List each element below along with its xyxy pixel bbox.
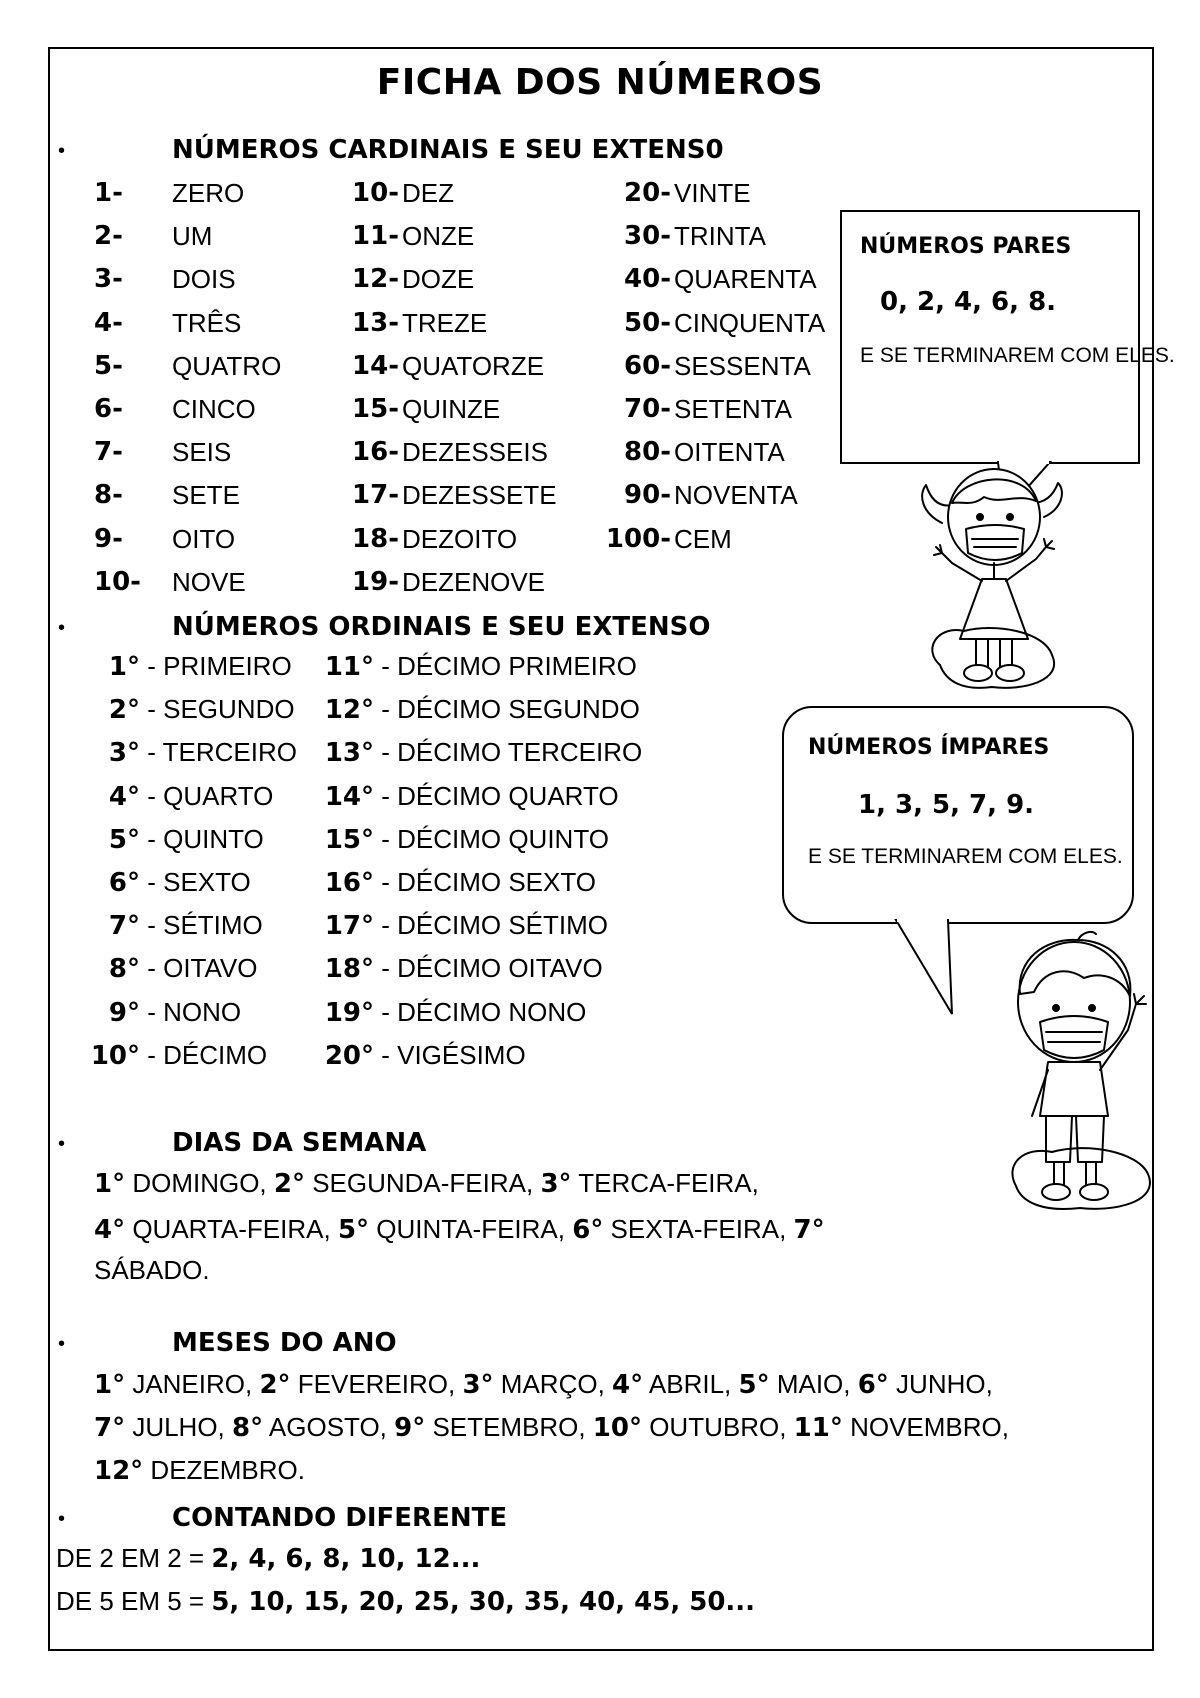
ordinal-col2-number: 12° <box>324 695 374 726</box>
section-heading-contando: CONTANDO DIFERENTE <box>172 1503 508 1533</box>
cardinal-col3-number: 50- <box>624 307 671 338</box>
cardinal-col3-word: OITENTA <box>674 437 785 468</box>
section-heading-cardinais: NÚMEROS CARDINAIS E SEU EXTENS0 <box>172 135 724 165</box>
ordinal-col1-word: - SÉTIMO <box>140 910 263 941</box>
cardinal-col3-number: 100- <box>605 523 671 554</box>
ordinal-col2-word: - DÉCIMO OITAVO <box>374 953 603 984</box>
cardinal-col2-word: QUINZE <box>402 394 501 424</box>
ordinal-col1-word: - SEGUNDO <box>140 694 295 725</box>
cardinal-col1-word: QUATRO <box>172 350 282 381</box>
bullet: • <box>58 1508 66 1530</box>
ordinal-col1-number: 2° <box>108 695 140 726</box>
cardinal-col2-number: 12- <box>352 264 399 295</box>
ordinal-col1-row <box>80 866 251 898</box>
cardinal-col2-number: 17- <box>352 480 399 511</box>
cardinal-col1-number: 4- <box>94 307 123 338</box>
ordinal-col2-word: - DÉCIMO SÉTIMO <box>374 910 608 941</box>
ordinal-col1-word: - QUARTO <box>140 780 274 811</box>
contando-line-1: DE 2 EM 2 = 2, 4, 6, 8, 10, 12... <box>56 1543 481 1574</box>
ordinal-col1-row <box>80 823 264 855</box>
ordinal-col1-word: - PRIMEIRO <box>140 651 292 681</box>
ordinal-col2-number: 18° <box>324 954 374 985</box>
section-heading-dias: DIAS DA SEMANA <box>172 1128 427 1158</box>
cardinal-col2-word: DOZE <box>402 264 475 295</box>
cardinal-col2-word: DEZOITO <box>402 523 518 554</box>
dias-line-3: SÁBADO. <box>94 1255 210 1285</box>
ordinal-col2-row <box>314 693 640 725</box>
cardinal-col3-number: 80- <box>624 437 671 468</box>
ordinal-col2-number: 16° <box>324 868 374 898</box>
cardinal-col1-number: 7- <box>94 437 123 468</box>
ordinal-col2-word: - DÉCIMO NONO <box>374 996 587 1027</box>
ordinal-col1-row <box>80 996 241 1028</box>
bullet: • <box>58 1333 66 1355</box>
cardinal-col3-word: QUARENTA <box>674 264 817 295</box>
cardinal-col2-number: 15- <box>352 394 399 424</box>
pares-note: E SE TERMINAREM COM ELES. <box>860 344 1175 367</box>
ordinal-col2-row <box>314 823 609 855</box>
ordinal-col2-row <box>314 909 608 941</box>
dias-line-2: 4° QUARTA-FEIRA, 5° QUINTA-FEIRA, 6° SEXTA-FEIRA, 7° <box>94 1214 825 1245</box>
cardinal-col2-word: DEZ <box>402 178 454 208</box>
ordinal-col1-number: 9° <box>108 997 140 1028</box>
meses-line-2: 7° JULHO, 8° AGOSTO, 9° SETEMBRO, 10° OUTUBRO, 11° NOVEMBRO, <box>94 1412 1009 1443</box>
ordinal-col2-row <box>314 866 596 898</box>
cardinal-col2-word: TREZE <box>402 307 488 338</box>
ordinal-col2-number: 13° <box>324 738 374 769</box>
cardinal-col2-word: QUATORZE <box>402 350 545 381</box>
cardinal-col3-word: CEM <box>674 523 732 554</box>
cardinal-col2-number: 13- <box>352 307 399 338</box>
cardinal-col2-number: 11- <box>352 221 399 252</box>
ordinal-col2-row <box>314 952 603 984</box>
ordinal-col1-number: 6° <box>108 868 140 898</box>
ordinal-col1-word: - SEXTO <box>140 867 251 897</box>
dias-line-1: 1° DOMINGO, 2° SEGUNDA-FEIRA, 3° TERCA-FEIRA, <box>94 1168 759 1199</box>
impares-note: E SE TERMINAREM COM ELES. <box>808 845 1123 868</box>
ordinal-col1-row <box>80 693 295 725</box>
ordinal-col1-row <box>80 780 273 812</box>
bullet: • <box>58 617 66 639</box>
meses-line-1: 1° JANEIRO, 2° FEVEREIRO, 3° MARÇO, 4° ABRIL, 5° MAIO, 6° JUNHO, <box>94 1369 993 1400</box>
pares-numbers: 0, 2, 4, 6, 8. <box>880 287 1057 317</box>
cardinal-col3-word: TRINTA <box>674 221 766 252</box>
cardinal-col1-number: 10- <box>94 566 141 597</box>
ordinal-col2-word: - DÉCIMO QUINTO <box>374 823 609 854</box>
ordinal-col1-number: 4° <box>108 781 140 812</box>
ordinal-col1-word: - QUINTO <box>140 823 264 854</box>
cardinal-col3-word: NOVENTA <box>674 480 798 511</box>
cardinal-col3-word: SETENTA <box>674 394 792 424</box>
ordinal-col2-word: - DÉCIMO PRIMEIRO <box>374 651 637 681</box>
cardinal-col1-word: UM <box>172 221 213 252</box>
cardinal-col3-number: 60- <box>624 350 671 381</box>
ordinal-col2-number: 14° <box>324 781 374 812</box>
cardinal-col1-word: DOIS <box>172 264 236 295</box>
cardinal-col1-word: OITO <box>172 523 236 554</box>
cardinal-col2-number: 16- <box>352 437 399 468</box>
cardinal-col3-word: VINTE <box>674 178 751 208</box>
ordinal-col2-row <box>314 996 586 1028</box>
girl-illustration <box>912 455 1072 703</box>
ordinal-col1-number: 1° <box>108 652 140 682</box>
boy-illustration <box>1004 920 1164 1220</box>
cardinal-col1-number: 1- <box>94 178 123 208</box>
cardinal-col2-word: ONZE <box>402 221 475 252</box>
contando-line-2: DE 5 EM 5 = 5, 10, 15, 20, 25, 30, 35, 40, 45, 50... <box>56 1586 756 1617</box>
impares-numbers: 1, 3, 5, 7, 9. <box>858 790 1035 820</box>
ordinal-col2-word: - DÉCIMO TERCEIRO <box>374 737 643 768</box>
cardinal-col1-number: 3- <box>94 264 123 295</box>
ordinal-col2-word: - DÉCIMO QUARTO <box>374 780 619 811</box>
cardinal-col3-number: 40- <box>624 264 671 295</box>
section-heading-meses: MESES DO ANO <box>172 1328 397 1358</box>
ordinal-col1-row <box>80 909 263 941</box>
cardinal-col2-number: 10- <box>352 178 399 208</box>
ordinal-col2-row <box>314 650 637 682</box>
cardinal-col2-number: 19- <box>352 566 399 597</box>
cardinal-col2-word: DEZESSETE <box>402 480 557 511</box>
ordinal-col2-word: - VIGÉSIMO <box>374 1039 526 1070</box>
ordinal-col1-word: - DÉCIMO <box>140 1039 268 1070</box>
ordinal-col2-word: - DÉCIMO SEGUNDO <box>374 694 640 725</box>
cardinal-col1-word: ZERO <box>172 178 245 208</box>
ordinal-col2-number: 19° <box>324 997 374 1028</box>
cardinal-col1-number: 5- <box>94 350 123 381</box>
meses-line-3: 12° DEZEMBRO. <box>94 1455 305 1486</box>
pares-heading: NÚMEROS PARES <box>860 234 1072 259</box>
ordinal-col2-number: 17° <box>324 911 374 942</box>
cardinal-col3-number: 20- <box>624 178 671 208</box>
ordinal-col1-number: 5° <box>108 824 140 855</box>
ordinal-col1-number: 8° <box>108 954 140 985</box>
cardinal-col1-word: CINCO <box>172 394 256 424</box>
ordinal-col1-word: - OITAVO <box>140 953 258 984</box>
ordinal-col1-number: 7° <box>108 911 140 942</box>
cardinal-col1-number: 8- <box>94 480 123 511</box>
ordinal-col1-row <box>80 650 292 682</box>
cardinal-col1-number: 2- <box>94 221 123 252</box>
cardinal-col1-word: TRÊS <box>172 307 242 338</box>
cardinal-col1-word: SETE <box>172 480 240 511</box>
ordinal-col2-word: - DÉCIMO SEXTO <box>374 867 596 897</box>
impares-heading: NÚMEROS ÍMPARES <box>808 735 1050 760</box>
bubble-impares-tail <box>880 918 990 1022</box>
cardinal-col1-number: 6- <box>94 394 123 424</box>
section-heading-ordinais: NÚMEROS ORDINAIS E SEU EXTENSO <box>172 612 711 642</box>
ordinal-col2-row <box>314 1039 526 1071</box>
cardinal-col2-word: DEZENOVE <box>402 566 546 597</box>
cardinal-col3-word: CINQUENTA <box>674 307 826 338</box>
ordinal-col2-number: 11° <box>324 652 374 682</box>
ordinal-col2-row <box>314 780 619 812</box>
ordinal-col1-number: 10° <box>90 1040 140 1071</box>
page-title: FICHA DOS NÚMEROS <box>376 62 824 103</box>
ordinal-col1-row <box>80 736 297 768</box>
cardinal-col1-number: 9- <box>94 523 123 554</box>
cardinal-col2-number: 14- <box>352 350 399 381</box>
cardinal-col2-number: 18- <box>352 523 399 554</box>
cardinal-col2-word: DEZESSEIS <box>402 437 548 468</box>
bullet: • <box>58 140 66 162</box>
ordinal-col1-number: 3° <box>108 738 140 769</box>
cardinal-col1-word: SEIS <box>172 437 232 468</box>
ordinal-col1-word: - TERCEIRO <box>140 737 297 768</box>
ordinal-col1-row <box>80 1039 267 1071</box>
bullet: • <box>58 1133 66 1155</box>
ordinal-col1-word: - NONO <box>140 996 242 1027</box>
ordinal-col2-row <box>314 736 642 768</box>
ordinal-col2-number: 20° <box>324 1040 374 1071</box>
cardinal-col3-number: 90- <box>624 480 671 511</box>
ordinal-col2-number: 15° <box>324 824 374 855</box>
cardinal-col3-word: SESSENTA <box>674 350 811 381</box>
cardinal-col3-number: 70- <box>624 394 671 424</box>
cardinal-col1-word: NOVE <box>172 566 246 597</box>
ordinal-col1-row <box>80 952 257 984</box>
cardinal-col3-number: 30- <box>624 221 671 252</box>
